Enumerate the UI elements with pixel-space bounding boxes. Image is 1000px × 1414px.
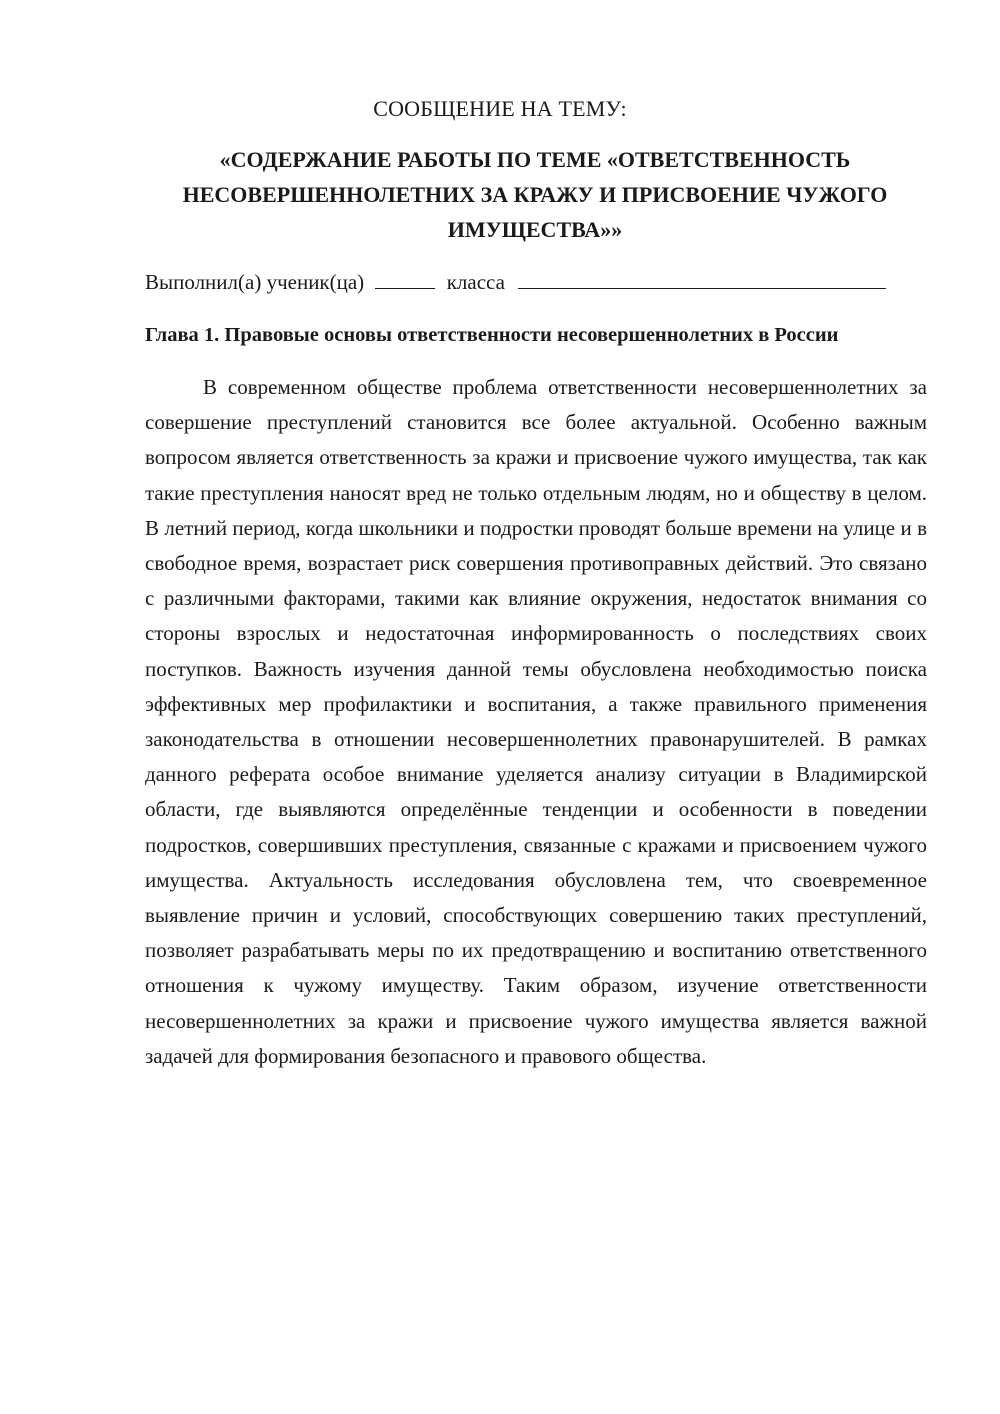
name-blank xyxy=(518,270,886,289)
body-paragraph: В современном обществе проблема ответственности несовершеннолетних за совершение преступлений становится все более актуальной. Особенно важным вопросом является ответственность за кражи и присвоение чужого имущества, так как такие преступления наносят вред не только отдельным людям, но и обществу в целом. В летний период, когда школьники и подростки проводят больше времени на улице и в свободное время, возрастает риск совершения противоправных действий. Это связано с различными факторами, такими как влияние окружения, недостаток внимания со стороны взрослых и недостаточная информированность о последствиях своих поступков. Важность изучения данной темы обусловлена необходимостью поиска эффективных мер профилактики и воспитания, а также правильного применения законодательства в отношении несовершеннолетних правонарушителей. В рамках данного реферата особое внимание уделяется анализу ситуации в Владимирской области, где выявляются определённые тенденции и особенности в поведении подростков, совершивших преступления, связанные с кражами и присвоением чужого имущества. Актуальность исследования обусловлена тем, что своевременное выявление причин и условий, способствующих совершению таких преступлений, позволяет разрабатывать меры по их предотвращению и воспитанию ответственного отношения к чужому имуществу. Таким образом, изучение ответственности несовершеннолетних за кражи и присвоение чужого имущества является важной задачей для формирования безопасного и правового общества. xyxy=(145,375,927,1068)
chapter-title: Глава 1. Правовые основы ответственности несовершеннолетних в России xyxy=(145,324,839,346)
document-title: «СОДЕРЖАНИЕ РАБОТЫ ПО ТЕМЕ «ОТВЕТСТВЕННОСТЬ НЕСОВЕРШЕННОЛЕТНИХ ЗА КРАЖУ И ПРИСВОЕНИЕ ЧУЖОГО ИМУЩЕСТВА»» xyxy=(182,147,888,242)
author-prefix: Выполнил(а) ученик(ца) xyxy=(145,270,365,294)
author-line xyxy=(145,270,935,295)
class-word: класса xyxy=(446,270,505,294)
class-blank xyxy=(375,270,435,289)
document-heading: СООБЩЕНИЕ НА ТЕМУ: xyxy=(373,96,627,121)
